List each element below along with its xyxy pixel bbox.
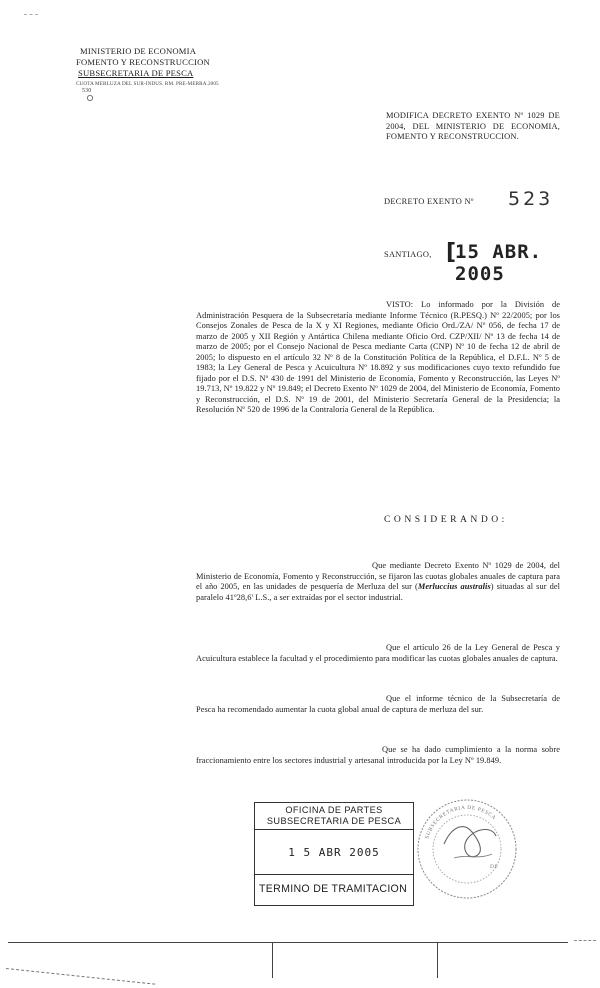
right-dash-line: [574, 940, 596, 941]
header-mark: 530: [82, 88, 92, 94]
stamp-line-2: SUBSECRETARIA DE PESCA: [266, 816, 402, 826]
decree-number: 523: [508, 188, 554, 210]
bottom-rule: [8, 942, 568, 943]
considerando-paragraph-2: Que el artículo 26 de la Ley General de Pesca y Acuicultura establece la facultad y el procedimiento para modificar las cuotas globales anuales de captura.: [196, 643, 560, 663]
bottom-dash-line: [6, 968, 155, 985]
seal-ring-text: SUBSECRETARIA DE PESCA: [424, 804, 498, 840]
considerando-paragraph-4: Que se ha dado cumplimiento a la norma sobre fraccionamiento entre los sectores industrial y artesanal introducida por la Ley Nº 19.849.: [196, 745, 560, 765]
header-flourish-icon: [86, 94, 94, 102]
considerando-p1-before: Que mediante Decreto Exento Nº 1029 de 2004, del Ministerio de Economía, Fomento y Reconstrucción, se fijaron las cuotas globales anuales de captura para el año 2005, en las unidades de pesquería de Merluza del sur (: [196, 561, 560, 591]
oficina-partes-stamp: [254, 802, 414, 906]
ministry-line-2: FOMENTO Y RECONSTRUCCION: [76, 57, 210, 67]
ministry-line-1: MINISTERIO DE ECONOMIA: [80, 46, 197, 56]
visto-paragraph: VISTO: Lo informado por la División de Administración Pesquera de la Subsecretaría mediante Informe Técnico (R.PESQ.) Nº 22/2005; por los Consejos Zonales de Pesca de la X y XI Regiones, mediante Oficio Ord./ZA/ Nº 056, de fecha 17 de marzo de 2005 y XII Región y Antártica Chilena mediante Oficio Ord. CZP/XII/ Nº 13 de fecha 14 de marzo de 2005; por el Consejo Nacional de Pesca mediante Carta (CNP) Nº 10 de fecha 12 de abril de 2005; lo dispuesto en el artículo 32 Nº 8 de la Constitución Política de la República, el D.F.L. Nº 5 de 1983; la Ley General de Pesca y Acuicultura Nº 18.892 y sus modificaciones cuyo texto refundido fue fijado por el D.S. Nº 430 de 1991 del Ministerio de Economía, Fomento y Reconstrucción, las Leyes Nº 19.713, Nº 19.822 y Nº 19.849; el Decreto Exento Nº 1029 de 2004, del Ministerio de Economía, Fomento y Reconstrucción, el D.S. Nº 19 de 2001, del Ministerio Secretaría General de la Presidencia; la Resolución Nº 520 de 1996 de la Contraloría General de la República.: [196, 300, 560, 414]
decree-subject: MODIFICA DECRETO EXENTO Nº 1029 DE 2004, DEL MINISTERIO DE ECONOMIA, FOMENTO Y RECONSTRUCCION.: [386, 111, 560, 142]
signature-icon: [444, 827, 496, 857]
stamp-date: 1 5 ABR 2005: [288, 845, 380, 859]
decree-label: DECRETO EXENTO Nº: [384, 197, 474, 206]
bottom-tick-left: [272, 942, 273, 978]
considerando-p1-after: ) situadas al sur del paralelo 41º28,6' L.S., a ser extraídas por el sector industrial.: [196, 582, 560, 602]
subsecretaria-label: SUBSECRETARIA DE PESCA: [78, 68, 194, 78]
stamp-footer: TERMINO DE TRAMITACION: [259, 882, 408, 895]
top-dash-mark: [24, 14, 38, 15]
decree-date: 15 ABR. 2005: [455, 241, 543, 285]
bottom-tick-right: [437, 942, 438, 978]
considerando-paragraph-1: [196, 561, 560, 603]
seal-inner-text: DE: [490, 864, 499, 870]
place-label: SANTIAGO,: [384, 250, 432, 259]
species-name: Merluccius australis: [417, 582, 491, 591]
stamp-line-1: OFICINA DE PARTES: [285, 805, 383, 815]
reference-code: CUOTA MERLUZA DEL SUR-INDUS. RM. PRE-MERRA.2005: [76, 81, 219, 87]
considerando-heading: CONSIDERANDO:: [384, 514, 508, 525]
considerando-paragraph-3: Que el informe técnico de la Subsecretaría de Pesca ha recomendado aumentar la cuota global anual de captura de merluza del sur.: [196, 694, 560, 714]
subsecretaria-seal: [414, 796, 520, 902]
date-bracket-icon: [: [446, 240, 457, 265]
